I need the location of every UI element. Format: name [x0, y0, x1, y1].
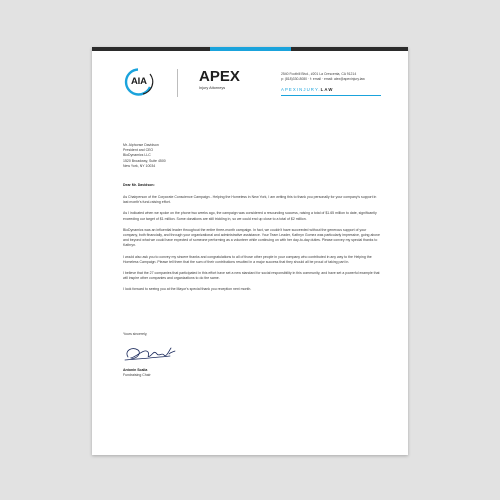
website-underline	[281, 95, 381, 96]
recipient-line: President and CEO	[123, 148, 154, 153]
recipient-line: BioDynamics LLC	[123, 153, 151, 158]
body-paragraph: BioDynamics was an influential leader throughout the entire three-month campaign. In fact, we couldn't have succeeded without the generous support of your company, both financially, and through your organizational and administrative assistance. Your Team Leader, Kathryn Gomez was particularly impressive, going above and beyond what we could have expected of someone performing as a volunteer while continuing on with her day-to-day duties. Please convey my special thanks to Kathryn.	[123, 227, 381, 248]
recipient-line: 1520 Broadway, Suite 4500	[123, 158, 166, 163]
body-paragraph: As Chairperson of the Corporate Conscience Campaign - Helping the Homeless in New York, I am writing this to thank you personally for your company's support in last month's fund-raising effort.	[123, 195, 377, 205]
recipient-line: Mr. Alphonse Davidson	[123, 143, 159, 147]
company-name: APEX	[199, 68, 240, 85]
website-tld: LAW	[320, 87, 334, 93]
recipient-line: New York, NY 10034	[123, 163, 156, 168]
aia-logo-text: AIA	[131, 76, 147, 87]
company-subtitle: Injury Attorneys	[199, 86, 226, 90]
contact-address: 2540 Foothill Blvd., #201 La Crescenta, CA 91214	[281, 72, 357, 76]
top-bar-dark-right	[291, 47, 409, 51]
closing: Yours sincerely,	[123, 332, 148, 336]
top-color-bar	[92, 47, 408, 51]
top-bar-dark-left	[92, 47, 210, 51]
company-logo	[199, 69, 240, 90]
body-paragraph: I would also ask you to convey my sincere thanks and congratulations to all of those other people in your company who contributed in any way to the Helping the Homeless Campaign. Please tell them that the sum of their contributions resulted in a major success that they should all be proud of taking part in.	[123, 254, 372, 264]
body-paragraph: I look forward to seeing you at the Mayor's special thank you reception next month.	[123, 287, 252, 292]
signer-name: Antonin Scalia	[123, 368, 148, 372]
letter-page	[92, 47, 408, 455]
website-domain: APEXINJURY.	[281, 87, 321, 93]
signer-block	[123, 368, 381, 378]
contact-block	[281, 72, 386, 96]
signer-title: Fundraising Chair	[123, 373, 151, 378]
top-bar-accent	[210, 47, 291, 51]
salutation: Dear Mr. Davidson:	[123, 183, 155, 187]
website[interactable]	[281, 87, 386, 92]
body-paragraph: I believe that the 27 companies that participated in this effort have set a new standard for social responsibility in this community, and have set a powerful example that will inspire other companies and organizations to do the same.	[123, 271, 380, 281]
recipient-address	[123, 143, 381, 169]
body-paragraph: As I indicated when we spoke on the phone two weeks ago, the campaign was considered a resounding success, raising a total of $1.65 million to date, significantly exceeding our target of $1 million. Some donations are still trickling in, so we could end up close to a total of $2 million.	[123, 211, 377, 221]
aia-logo	[122, 67, 158, 97]
header-divider	[177, 69, 178, 97]
contact-phone: p: (818)330-8080 · f: email · email: alex@apexinjury.law	[281, 77, 365, 82]
handwritten-signature	[122, 342, 178, 364]
letter-body	[123, 195, 381, 299]
